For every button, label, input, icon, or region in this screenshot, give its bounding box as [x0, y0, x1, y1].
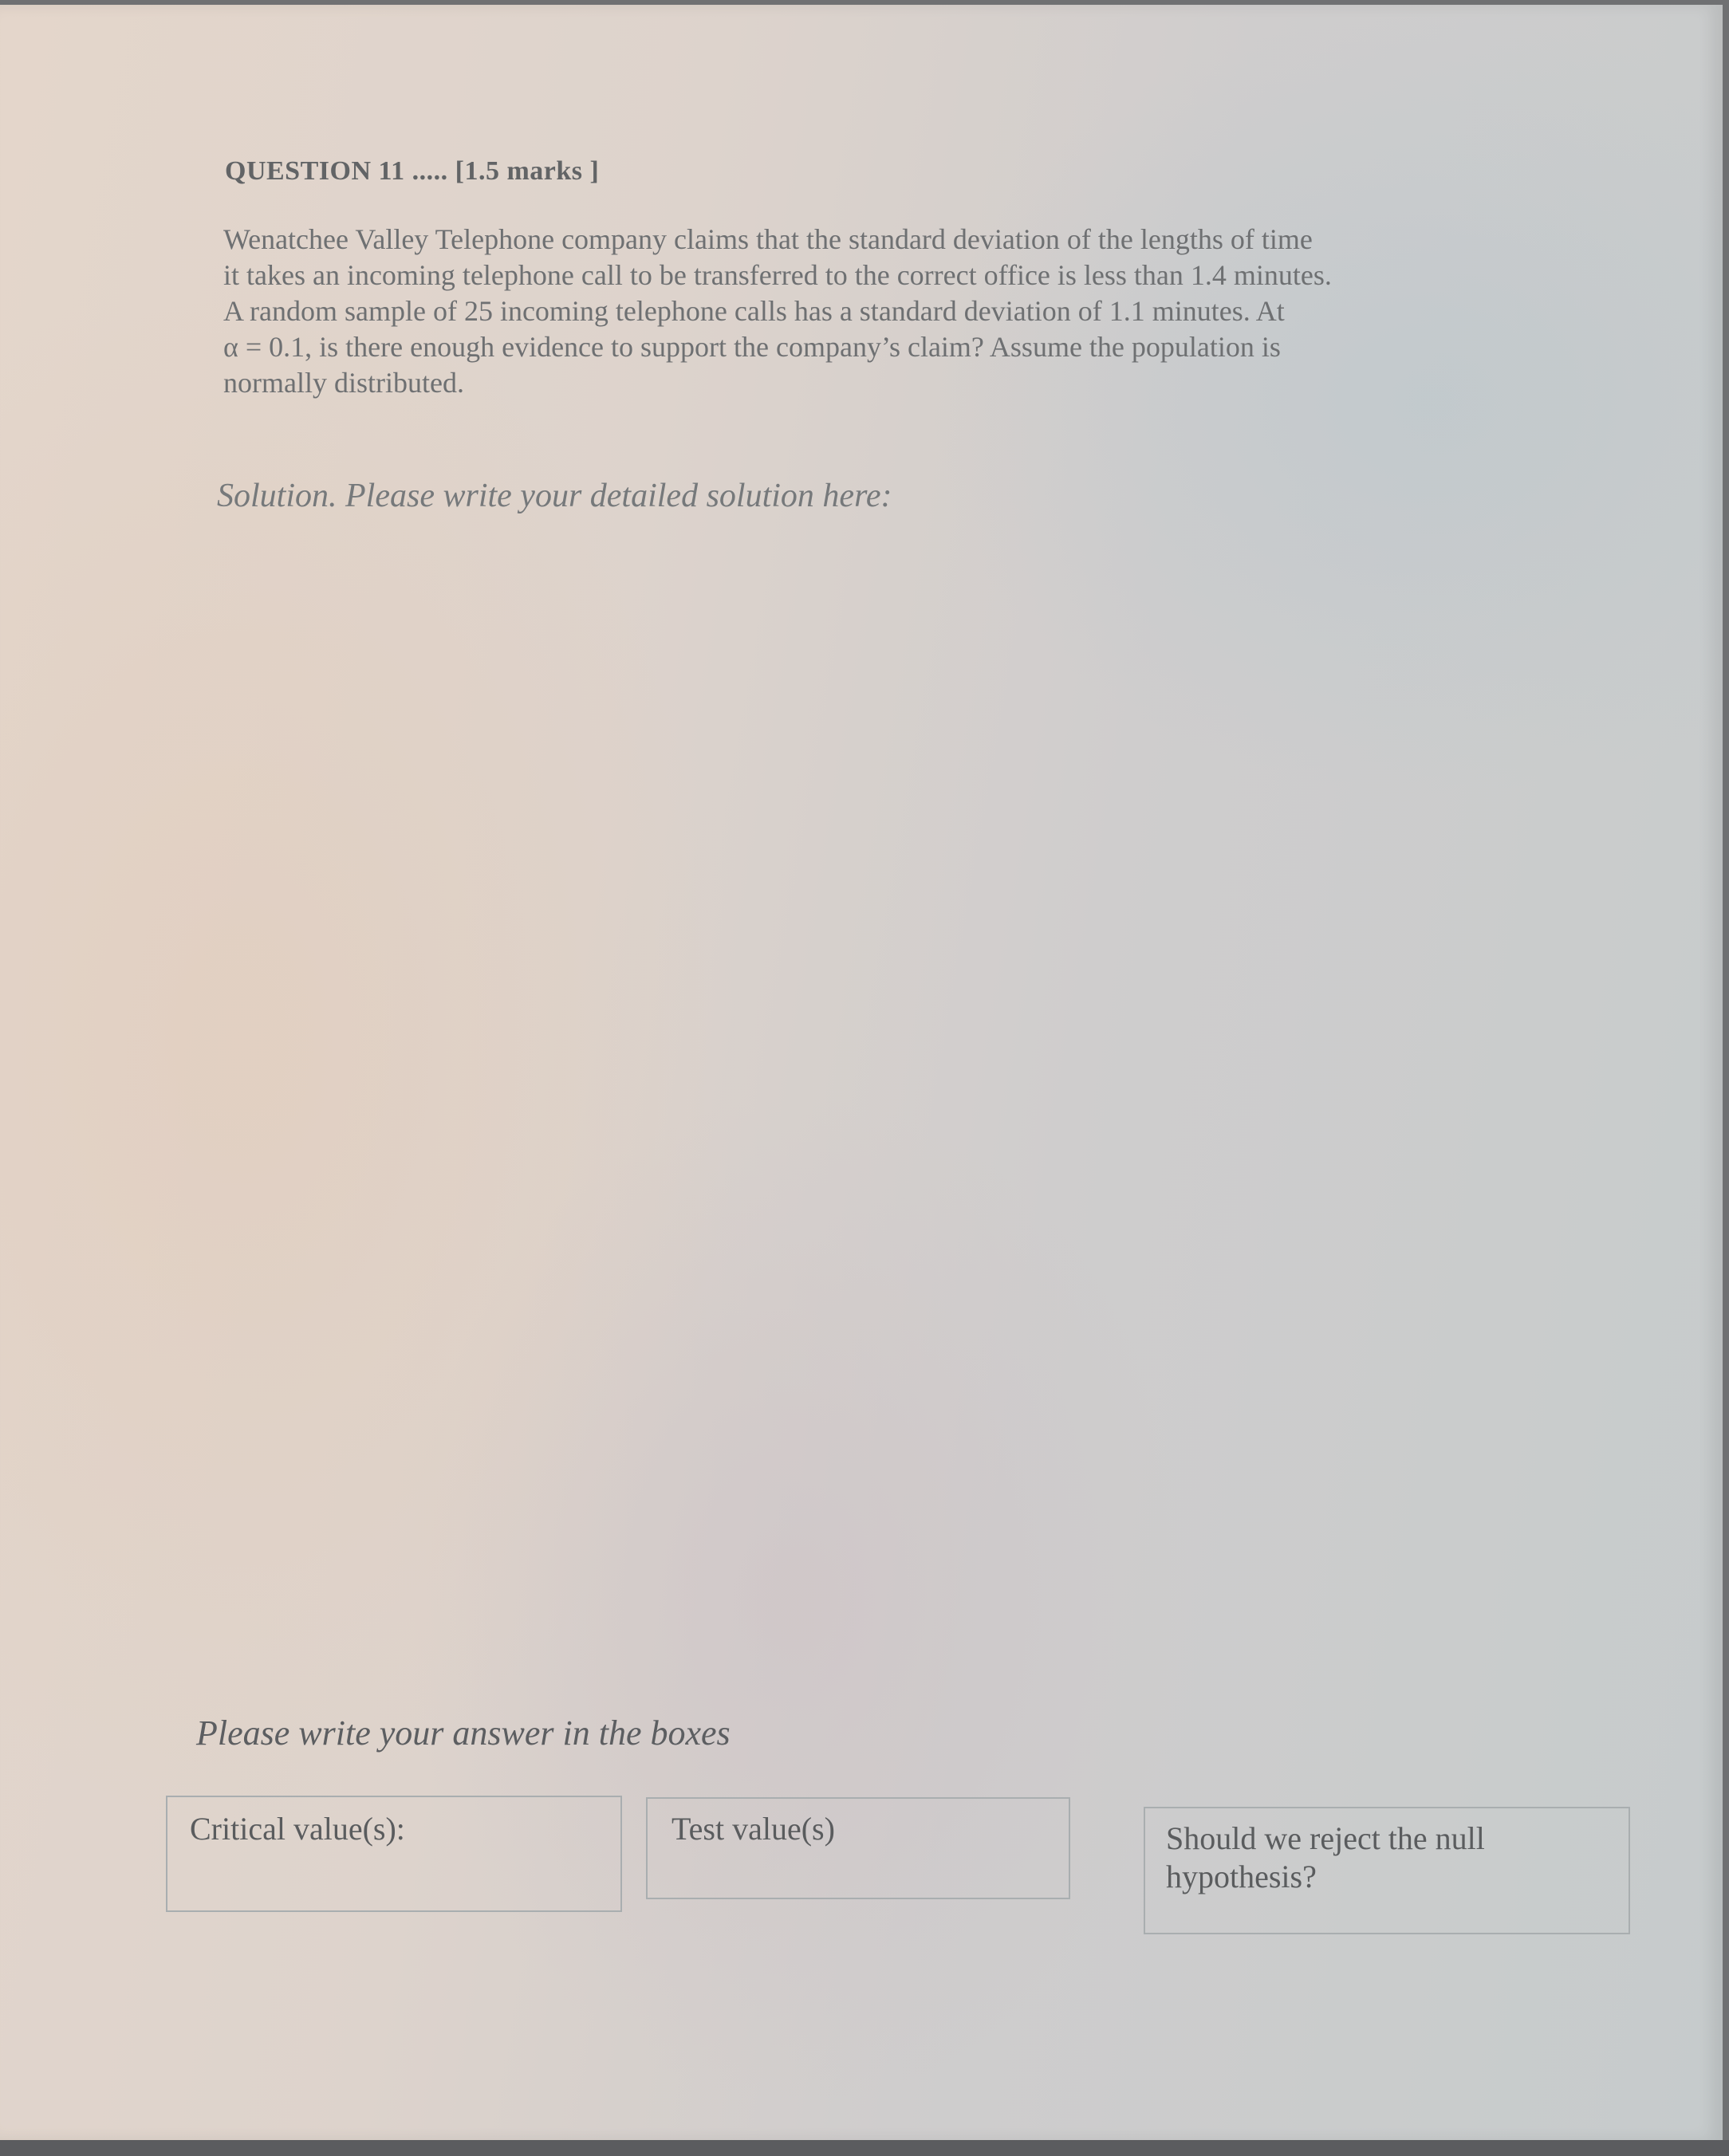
- answer-prompt: Please write your answer in the boxes: [196, 1713, 731, 1753]
- critical-value-box[interactable]: [166, 1796, 622, 1912]
- desk-edge: [0, 2140, 1729, 2156]
- reject-null-box[interactable]: [1144, 1807, 1630, 1934]
- exam-page: [0, 5, 1723, 2140]
- reject-null-label-line1: Should we reject the null: [1166, 1820, 1485, 1856]
- question-line: Wenatchee Valley Telephone company claims that the standard deviation of the lengths of time: [223, 223, 1313, 255]
- reject-null-label-line2: hypothesis?: [1166, 1859, 1317, 1894]
- question-line: normally distributed.: [223, 367, 464, 399]
- test-value-label: Test value(s): [672, 1811, 835, 1847]
- solution-prompt: Solution. Please write your detailed solution here:: [217, 478, 892, 514]
- test-value-box[interactable]: [646, 1797, 1070, 1899]
- question-header: QUESTION 11 ..... [1.5 marks ]: [225, 156, 600, 186]
- critical-value-label: Critical value(s):: [190, 1811, 405, 1847]
- question-text: [223, 222, 1507, 401]
- question-line: A random sample of 25 incoming telephone calls has a standard deviation of 1.1 minutes. At: [223, 295, 1285, 327]
- question-line: it takes an incoming telephone call to be transferred to the correct office is less than 1.4 minutes.: [223, 259, 1332, 291]
- question-line: α = 0.1, is there enough evidence to support the company’s claim? Assume the population is: [223, 331, 1281, 363]
